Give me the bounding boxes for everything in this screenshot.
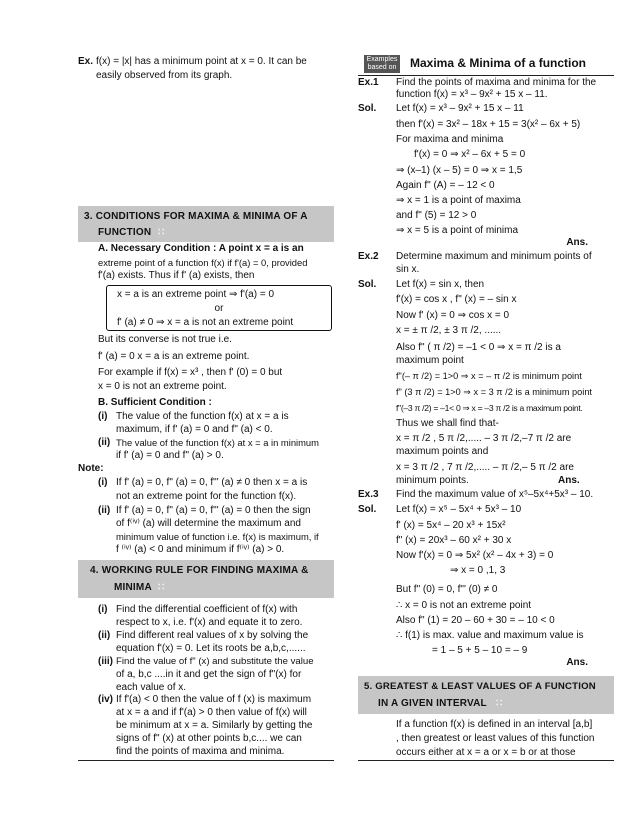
text-line: For example if f(x) = x³ , then f' (0) = 0 but <box>98 367 283 378</box>
math-line: f'(x) = cos x , f" (x) = – sin x <box>396 294 517 305</box>
text-line: of f⁽ⁱᵛ⁾ (a) will determine the maximum and <box>116 518 301 529</box>
text-line: Find the value of f" (x) and substitute the value <box>116 656 314 667</box>
math-line: ∴ x = 0 is not an extreme point <box>396 600 532 611</box>
text-line: x = 0 is not an extreme point. <box>98 381 227 392</box>
text-line: The value of the function f(x) at x = a is <box>116 411 289 422</box>
math-line: Thus we shall find that- <box>396 418 499 429</box>
math-line: then f'(x) = 3x² – 18x + 15 = 3(x² – 6x + 5) <box>396 119 581 130</box>
text-line: equation f'(x) = 0. Let its roots be a,b,c,...... <box>116 643 306 654</box>
math-line: x = 3 π /2 , 7 π /2,..... – π /2,– 5 π /2 are <box>396 462 574 473</box>
item-label: (i) <box>98 604 108 615</box>
box-or: or <box>214 303 224 314</box>
section-title: MINIMA <box>114 582 152 593</box>
math-line: maximum points and <box>396 446 489 457</box>
text-line: at x = a and if f'(a) > 0 then value of f(x) will <box>116 707 307 718</box>
solution-label: Sol. <box>358 504 377 515</box>
item-label: (i) <box>98 477 108 488</box>
math-line: Now f'(x) = 0 ⇒ 5x² (x² – 4x + 3) = 0 <box>396 550 554 561</box>
text-line: If a function f(x) is defined in an interval [a,b] <box>396 719 593 730</box>
example-label: Ex.1 <box>358 77 379 88</box>
example-label: Ex.3 <box>358 489 379 500</box>
text-line: Find the differential coefficient of f(x) with <box>116 604 298 615</box>
sufficient-condition-title: B. Sufficient Condition : <box>98 397 212 408</box>
math-line: For maxima and minima <box>396 134 504 145</box>
math-line: minimum points. <box>396 475 469 486</box>
text-line: find the points of maxima and minima. <box>116 746 285 757</box>
math-line: Now f' (x) = 0 ⇒ cos x = 0 <box>396 310 510 321</box>
box-line: x = a is an extreme point ⇒ f'(a) = 0 <box>117 289 275 300</box>
item-label: (i) <box>98 411 108 422</box>
math-line: = 1 – 5 + 5 – 10 = – 9 <box>432 645 528 656</box>
text-line: each value of x. <box>116 682 187 693</box>
bottom-rule <box>358 760 614 761</box>
text-line: minimum value of function i.e. f(x) is maximum, if <box>116 531 319 542</box>
text-line: not an extreme point for the function f(x). <box>116 491 297 502</box>
text-line: extreme point of a function f(x) if f'(a) = 0, provided <box>98 257 308 268</box>
math-line: Also f" ( π /2) = –1 < 0 ⇒ x = π /2 is a <box>396 342 561 353</box>
text-line: If f' (a) = 0, f" (a) = 0, f"' (a) ≠ 0 then x = a is <box>116 477 308 488</box>
math-line: f"(– π /2) = 1>0 ⇒ x = – π /2 is minimum point <box>396 371 582 381</box>
item-label: (ii) <box>98 630 111 641</box>
text-line: Find different real values of x by solving the <box>116 630 309 641</box>
solution-label: Sol. <box>358 103 377 114</box>
text-line: if f' (a) = 0 and f" (a) > 0. <box>116 450 224 461</box>
math-line: ⇒ (x–1) (x – 5) = 0 ⇒ x = 1,5 <box>396 165 523 176</box>
section-3-heading <box>78 206 334 242</box>
section-title: 5. GREATEST & LEAST VALUES OF A FUNCTION <box>364 681 596 692</box>
condition-box <box>106 285 332 331</box>
answer-label: Ans. <box>558 475 580 486</box>
item-label: (ii) <box>98 505 111 516</box>
text-line: The value of the function f(x) at x = a in minimum <box>116 437 319 448</box>
math-line: maximum point <box>396 355 464 366</box>
math-line: f" (x) = 20x³ – 60 x² + 30 x <box>396 535 512 546</box>
text-line: signs of f" (x) at other points b,c.... we can <box>116 733 302 744</box>
math-line: Let f(x) = sin x, then <box>396 279 485 290</box>
bottom-rule <box>78 760 334 761</box>
math-line: x = ± π /2, ± 3 π /2, ...... <box>396 325 502 336</box>
math-line: But f" (0) = 0, f"' (0) ≠ 0 <box>396 584 498 595</box>
section-title: FUNCTION <box>98 227 152 238</box>
math-line: f'(x) = 0 ⇒ x² – 6x + 5 = 0 <box>414 149 526 160</box>
section-4-heading <box>78 560 334 598</box>
example-label: Ex.2 <box>358 251 379 262</box>
text-line: But its converse is not true i.e. <box>98 334 232 345</box>
section-title: 4. WORKING RULE FOR FINDING MAXIMA & <box>90 565 309 576</box>
math-line: f' (x) = 5x⁴ – 20 x³ + 15x² <box>396 520 506 531</box>
example-text: f(x) = |x| has a minimum point at x = 0. It can be <box>96 56 307 67</box>
math-line: Also f" (1) = 20 – 60 + 30 = – 10 < 0 <box>396 615 555 626</box>
necessary-condition: A. Necessary Condition : A point x = a is an <box>98 243 304 254</box>
section-title: 3. CONDITIONS FOR MAXIMA & MINIMA OF A <box>84 211 308 222</box>
solution-label: Sol. <box>358 279 377 290</box>
page-title: Maxima & Minima of a function <box>410 56 587 70</box>
heading-rule <box>358 75 614 76</box>
math-line: x = π /2 , 5 π /2,..... – 3 π /2,–7 π /2 are <box>396 433 572 444</box>
note-label: Note: <box>78 463 104 474</box>
math-line: ⇒ x = 0 ,1, 3 <box>450 565 506 576</box>
math-line: f" (3 π /2) = 1>0 ⇒ x = 3 π /2 is a minimum point <box>396 387 592 397</box>
answer-label: Ans. <box>566 237 588 248</box>
examples-tag <box>364 55 400 73</box>
text-line: be minimum at x = a. Similarly by getting the <box>116 720 313 731</box>
math-line: ⇒ x = 1 is a point of maxima <box>396 195 521 206</box>
dots-icon: ∷ <box>158 227 165 238</box>
text-line: If f'(a) < 0 then the value of f (x) is maximum <box>116 694 312 705</box>
tag-line: Examples <box>366 56 398 63</box>
text-line: respect to x, i.e. f'(x) and equate it to zero. <box>116 617 303 628</box>
text-line: f'(a) exists. Thus if f' (a) exists, then <box>98 270 255 281</box>
text-line: function f(x) = x³ – 9x² + 15 x – 11. <box>396 89 548 100</box>
dots-icon: ∷ <box>158 582 165 593</box>
box-line: f' (a) ≠ 0 ⇒ x = a is not an extreme point <box>117 317 294 328</box>
dots-icon: ∷ <box>496 698 503 709</box>
math-line: Let f(x) = x³ – 9x² + 15 x – 11 <box>396 103 524 114</box>
section-title: IN A GIVEN INTERVAL <box>378 698 487 709</box>
text-line: f' (a) = 0 x = a is an extreme point. <box>98 351 250 362</box>
item-label: (iv) <box>98 694 113 705</box>
item-label: (iii) <box>98 656 113 667</box>
item-label: (ii) <box>98 437 111 448</box>
text-line: f ⁽ⁱᵛ⁾ (a) < 0 and minimum if f⁽ⁱᵛ⁾ (a) > 0. <box>116 544 285 555</box>
section-5-heading <box>358 676 614 714</box>
text-line: If f' (a) = 0, f" (a) = 0, f"' (a) = 0 then the sign <box>116 505 311 516</box>
text-line: maximum, if f' (a) = 0 and f" (a) < 0. <box>116 424 273 435</box>
text-line: Find the points of maxima and minima for the <box>396 77 597 88</box>
text-line: Find the maximum value of x⁵–5x⁴+5x³ – 10. <box>396 489 594 500</box>
math-line: ⇒ x = 5 is a point of minima <box>396 225 519 236</box>
math-line: Let f(x) = x⁵ – 5x⁴ + 5x³ – 10 <box>396 504 522 515</box>
example-text: easily observed from its graph. <box>96 70 233 81</box>
text-line: of a, b,c ....in it and get the sign of f"(x) for <box>116 669 302 680</box>
tag-line: based on <box>367 64 397 71</box>
text-line: occurs either at x = a or x = b or at those <box>396 747 576 758</box>
answer-label: Ans. <box>566 657 588 668</box>
math-line: Again f" (A) = – 12 < 0 <box>396 180 495 191</box>
text-line: , then greatest or least values of this function <box>396 733 595 744</box>
math-line: f"(–3 π /2) = –1< 0 ⇒ x = –3 π /2 is a maximum point. <box>396 403 583 413</box>
math-line: ∴ f(1) is max. value and maximum value is <box>396 630 584 641</box>
text-line: Determine maximum and minimum points of <box>396 251 592 262</box>
math-line: and f" (5) = 12 > 0 <box>396 210 477 221</box>
example-label: Ex. <box>78 56 94 67</box>
text-line: sin x. <box>396 264 420 275</box>
